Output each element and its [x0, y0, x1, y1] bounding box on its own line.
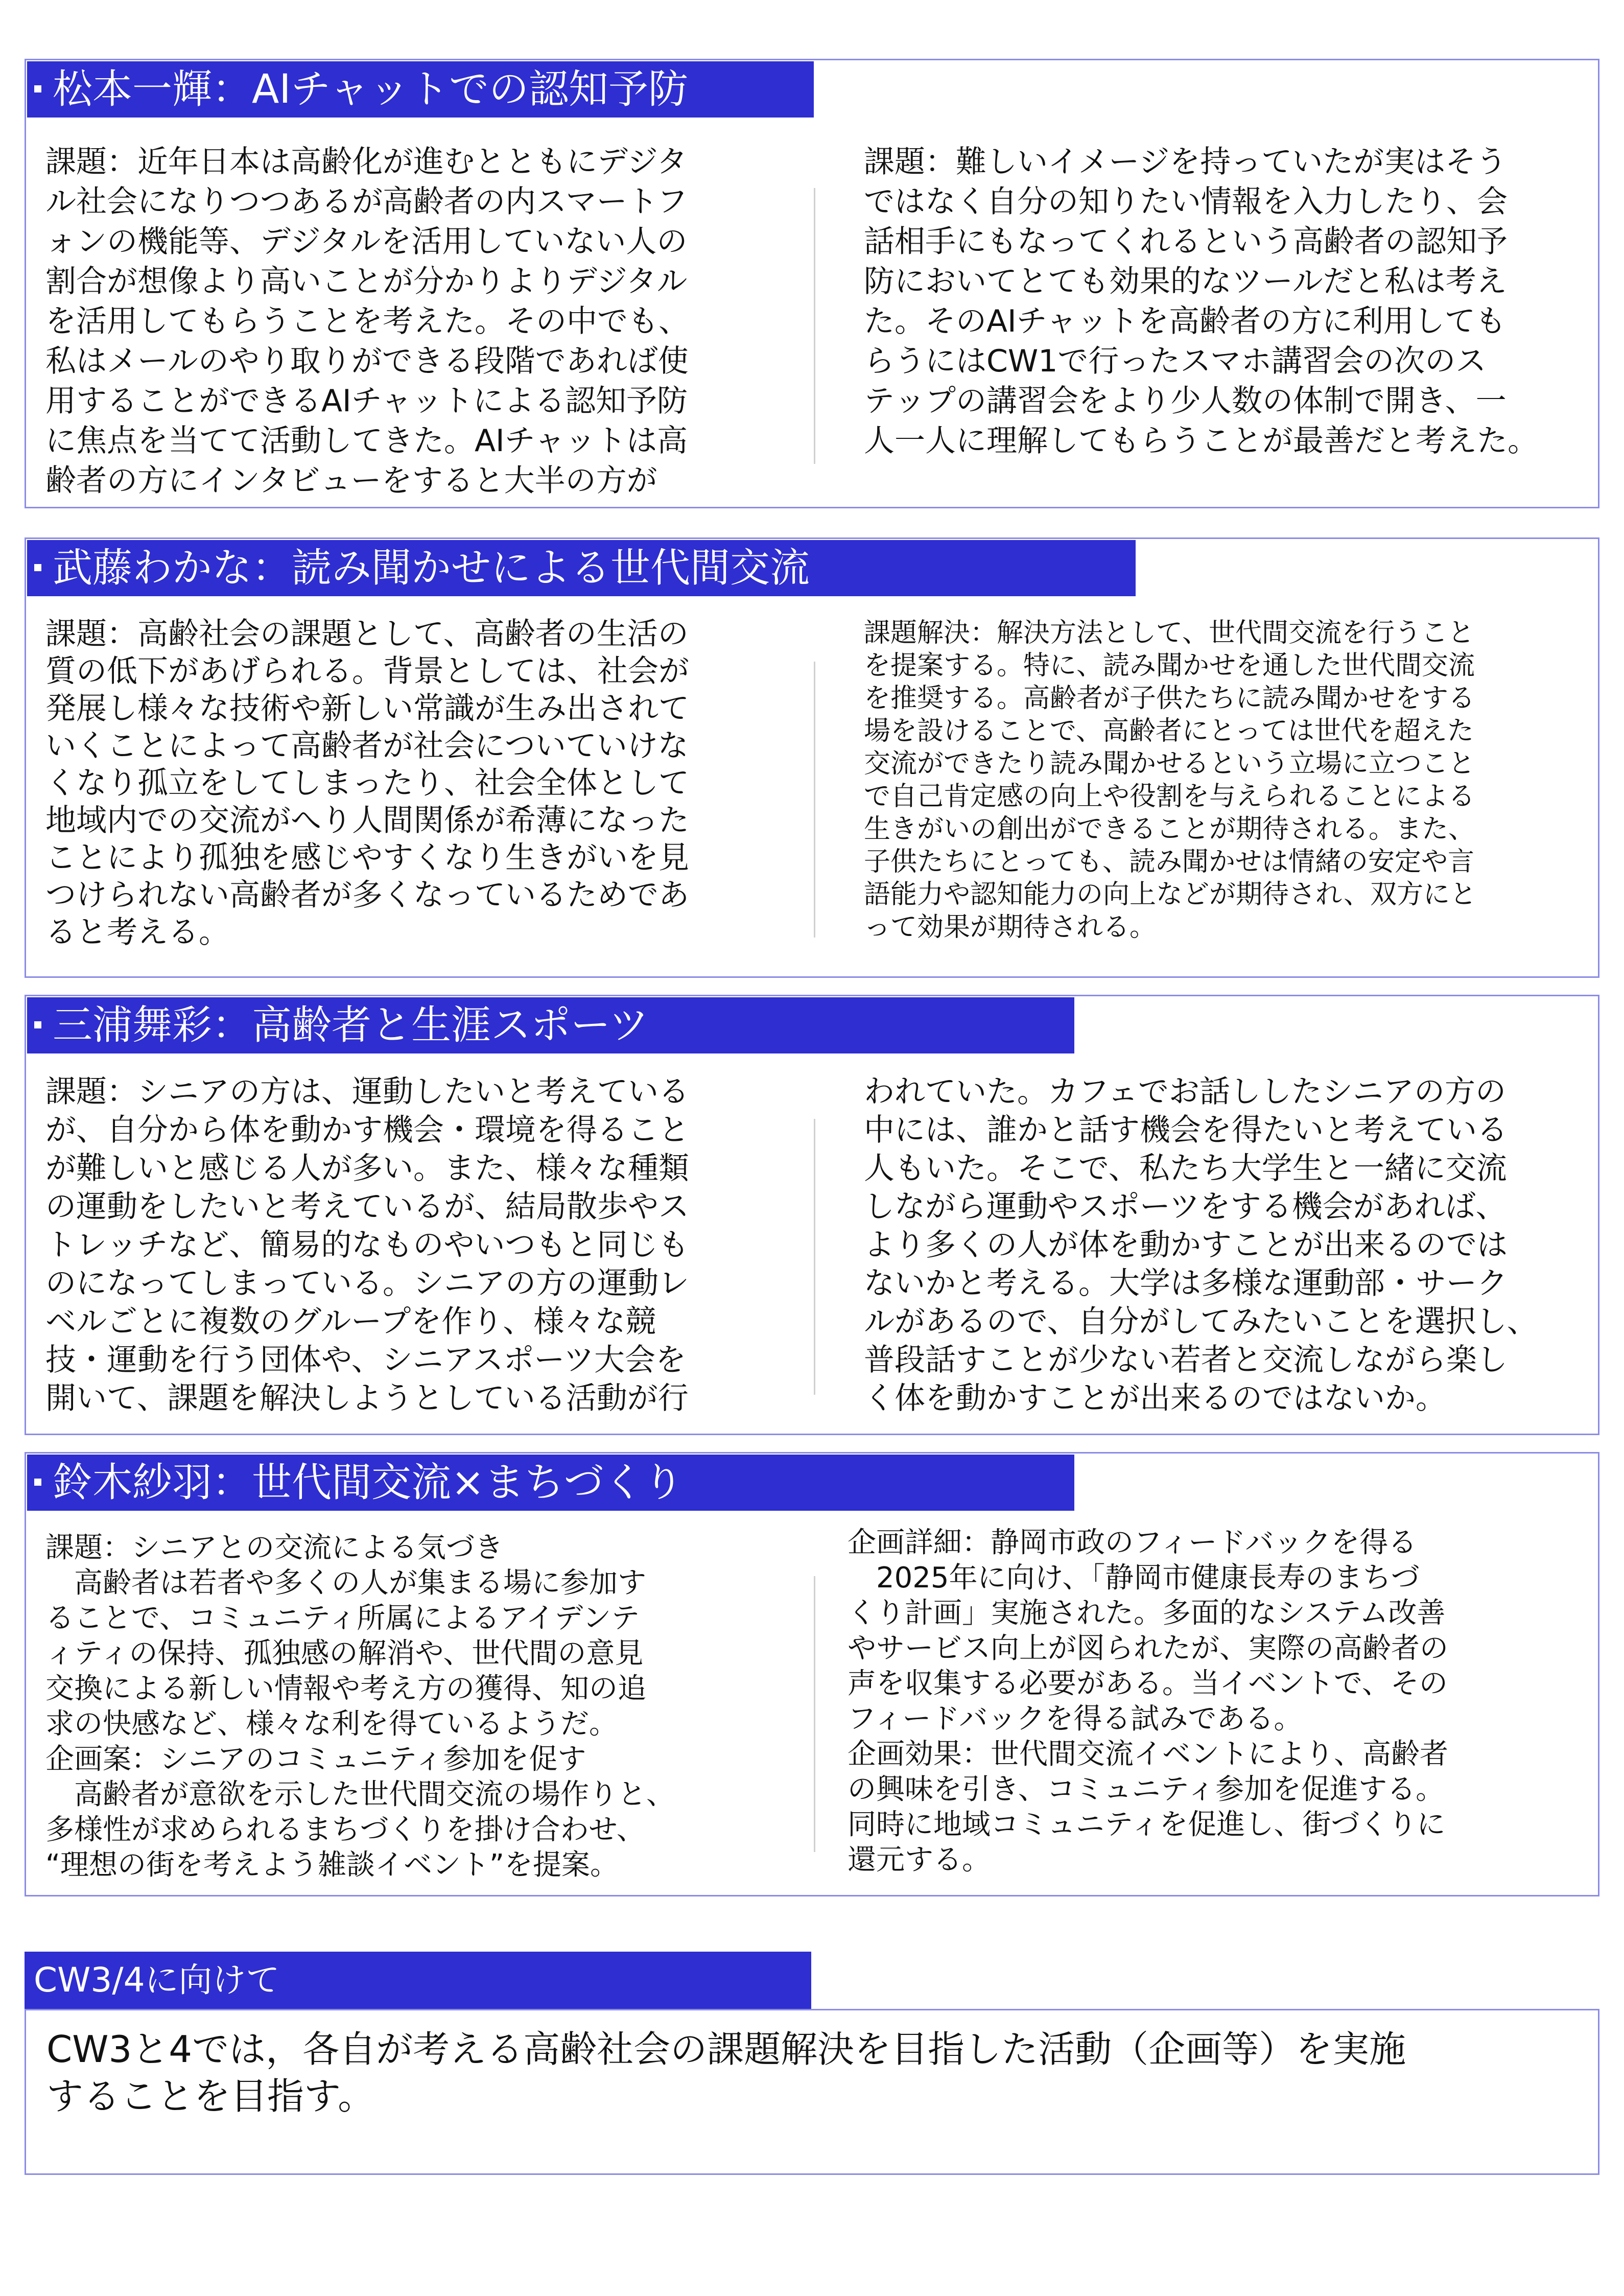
section-left-text: 課題：高齢社会の課題として、高齢者の生活の 質の低下があげられる。背景としては、社会が 発展し様々な技術や新しい常識が生み出されて いくことによって高齢者が社会についていけな くなり孤立をしてしまったり、社会全体として 地域内での交流がへり人間関係が希薄になった ことにより孤独を感じやすくなり生きがいを見 つけられない高齢者が多くなっているためであ ると考える。: [45, 616, 689, 950]
section-left-text: 課題：シニアの方は、運動したいと考えている が、自分から体を動かす機会・環境を得ること が難しいと感じる人が多い。また、様々な種類 の運動をしたいと考えているが、結局散歩やス トレッチなど、簡易的なものやいつもと同じも のになってしまっている。シニアの方の運動レ ベルごとに複数のグループを作り、様々な競 技・運動を行う団体や、シニアスポーツ大会を 開いて、課題を解決しようとしている活動が行: [45, 1074, 689, 1416]
section-left-text: 課題：近年日本は高齢化が進むとともにデジタ ル社会になりつつあるが高齢者の内スマートフ ォンの機能等、デジタルを活用していない人の 割合が想像より高いことが分かりよりデジタル を活用してもらうことを考えた。その中でも、 私はメールのやり取りができる段階であれば使 用することができるAIチャットによる認知予防 に焦点を当てて活動してきた。AIチャットは高 齢者の方にインタビューをすると大半の方が: [45, 144, 689, 499]
section-title: 三浦舞彩：高齢者と生涯スポーツ: [53, 1002, 649, 1048]
column-divider: [814, 1119, 815, 1395]
column-divider: [814, 1576, 815, 1852]
section-muto: [25, 537, 1599, 978]
section-header: [27, 540, 1136, 596]
section-title: 松本一輝：AIチャットでの認知予防: [53, 66, 689, 112]
column-divider: [814, 188, 815, 464]
cw-section-title: CW3/4に向けて: [25, 1952, 811, 2009]
section-header: [27, 1455, 1074, 1511]
section-miura: [25, 995, 1599, 1435]
cw-section-box: [25, 2009, 1599, 2175]
bullet-icon: [34, 85, 41, 92]
cw-section-text: CW3と4では，各自が考える高齢社会の課題解決を目指した活動（企画等）を実施 することを目指す。: [46, 2028, 1406, 2118]
column-divider: [814, 662, 815, 938]
section-matsumoto: [25, 59, 1599, 508]
section-suzuki: [25, 1452, 1599, 1896]
bullet-icon: [34, 564, 41, 571]
section-header: [27, 61, 814, 118]
section-left-text: 課題：シニアとの交流による気づき 高齢者は若者や多くの人が集まる場に参加す ることで、コミュニティ所属によるアイデンテ ィティの保持、孤独感の解消や、世代間の意見 交換による新しい情報や考え方の獲得、知の追 求の快感など、様々な利を得ているようだ。 企画案：シニアのコミュニティ参加を促す 高齢者が意欲を示した世代間交流の場作りと、 多様性が求められるまちづくりを掛け合わせ、 “理想の街を考えよう雑談イベント”を提案。: [45, 1531, 675, 1882]
section-right-text: 課題解決：解決方法として、世代間交流を行うこと を提案する。特に、読み聞かせを通した世代間交流 を推奨する。高齢者が子供たちに読み聞かせをする 場を設けることで、高齢者にとっては世代を超えた 交流ができたり読み聞かせるという立場に立つこと で自己肯定感の向上や役割を与えられることによる 生きがいの創出ができることが期待される。また、 子供たちにとっても、読み聞かせは情緒の安定や言 語能力や認知能力の向上などが期待され、双方にと って効果が期待される。: [864, 618, 1477, 943]
bullet-icon: [34, 1479, 41, 1486]
section-title: 武藤わかな：読み聞かせによる世代間交流: [53, 545, 810, 591]
section-title: 鈴木紗羽：世代間交流×まちづくり: [53, 1460, 684, 1506]
section-right-text: われていた。カフェでお話ししたシニアの方の 中には、誰かと話す機会を得たいと考えている 人もいた。そこで、私たち大学生と一緒に交流 しながら運動やスポーツをする機会があれば、 より多くの人が体を動かすことが出来るのでは ないかと考える。大学は多様な運動部・サーク ルがあるので、自分がしてみたいことを選択し、 普段話すことが少ない若者と交流しながら楽し く体を動かすことが出来るのではないか。: [864, 1074, 1538, 1416]
section-header: [27, 997, 1074, 1053]
bullet-icon: [34, 1021, 41, 1028]
section-right-text: 企画詳細：静岡市政のフィードバックを得る 2025年に向け、「静岡市健康長寿のまちづ くり計画」実施された。多面的なシステム改善 やサービス向上が図られたが、実際の高齢者の 声を収集する必要がある。当イベントで、その フィードバックを得る試みである。 企画効果：世代間交流イベントにより、高齢者 の興味を引き、コミュニティ参加を促進する。 同時に地域コミュニティを促進し、街づくりに 還元する。: [848, 1526, 1448, 1877]
section-right-text: 課題：難しいイメージを持っていたが実はそう ではなく自分の知りたい情報を入力したり、会 話相手にもなってくれるという高齢者の認知予 防においてとても効果的なツールだと私は考え た。そのAIチャットを高齢者の方に利用しても らうにはCW1で行ったスマホ講習会の次のス テップの講習会をより少人数の体制で開き、一 人一人に理解してもらうことが最善だと考えた。: [864, 144, 1538, 459]
